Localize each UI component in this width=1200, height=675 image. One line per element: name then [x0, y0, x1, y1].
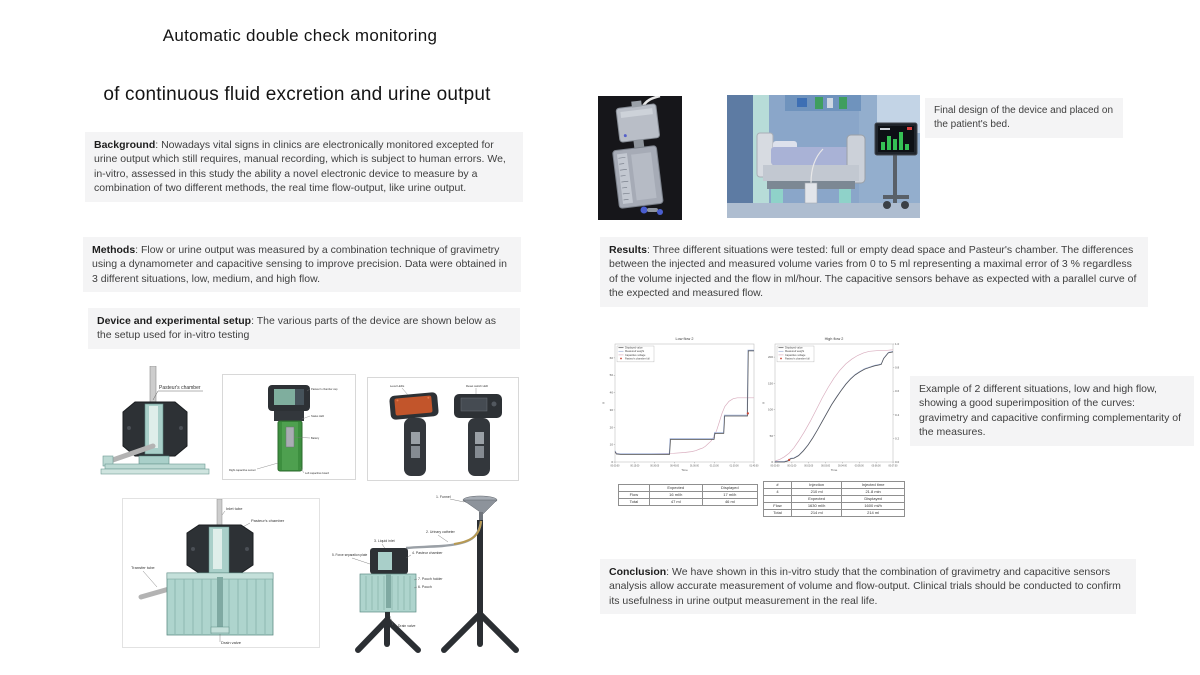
svg-text:60: 60 [609, 355, 613, 360]
methods-label: Methods [92, 244, 136, 256]
setup-text: : The various parts of the device are shown below as the setup used for in-vitro testing [97, 315, 497, 342]
svg-text:1.0: 1.0 [895, 342, 900, 346]
table-cell: Injected time [842, 482, 905, 489]
svg-text:100: 100 [767, 407, 773, 412]
table-cell: # [764, 482, 792, 489]
svg-text:01:00:00: 01:00:00 [689, 465, 699, 468]
svg-text:50: 50 [769, 433, 773, 438]
device-cross-section-drawing [95, 366, 215, 478]
svg-text:00:05:00: 00:05:00 [854, 465, 864, 468]
table-cell [619, 485, 650, 492]
table-cell: 16 ml/h [649, 492, 702, 499]
figD-label-transfer: Transfer tube [131, 565, 155, 570]
svg-text:01:45:00: 01:45:00 [749, 465, 759, 468]
table-cell: 21.8 min [842, 489, 905, 496]
figD-label-drain: Drain valve [221, 640, 242, 645]
table-high-flow [763, 481, 905, 517]
table-cell [764, 496, 792, 503]
conclusion-section [600, 559, 1136, 614]
setup-section [88, 308, 520, 349]
figE-label-catheter: 2. Urinary catheter [426, 530, 455, 534]
table-cell: Total [764, 510, 792, 517]
figE-label-pouch: 6. Pouch [418, 585, 432, 589]
table-cell: 47 ml [649, 499, 702, 506]
table-cell: 214 ml [842, 510, 905, 517]
background-label: Background [94, 139, 156, 151]
svg-text:0.0: 0.0 [895, 460, 900, 464]
svg-text:00:02:00: 00:02:00 [804, 465, 814, 468]
figB-label-right-sensor: Right capacitive sensor [229, 469, 256, 472]
charts-caption: Example of 2 different situations, low and high flow, showing a good superimposition of the curves: gravimetry and capacitive confirming complementarity of the measures. [910, 376, 1194, 446]
svg-text:01:15:00: 01:15:00 [709, 465, 719, 468]
svg-text:Displayed value: Displayed value [785, 346, 803, 350]
figD-label-pasteur: Pasteur's chamber [251, 518, 285, 523]
svg-text:Measured weight: Measured weight [625, 350, 645, 354]
table-cell: 1630 ml/h [791, 503, 841, 510]
svg-text:00:03:00: 00:03:00 [821, 465, 831, 468]
svg-text:Low flow 2: Low flow 2 [675, 337, 694, 341]
setup-label: Device and experimental setup [97, 315, 252, 327]
table-cell: 210 ml [791, 489, 841, 496]
high-flow-table [763, 481, 905, 517]
figure-device-green [222, 374, 356, 480]
table-cell: Expected [649, 485, 702, 492]
svg-text:00:15:00: 00:15:00 [630, 465, 640, 468]
svg-text:Time: Time [681, 468, 688, 472]
figA-label-pasteur: Pasteur's chamber [159, 385, 201, 391]
table-cell: 1600 ml/h [842, 503, 905, 510]
chart-low-flow [600, 333, 760, 484]
tripod-setup-drawing [330, 484, 520, 656]
table-cell: Displayed [702, 485, 757, 492]
svg-text:00:06:00: 00:06:00 [871, 465, 881, 468]
figD-label-inlet: Inlet tube [226, 506, 243, 511]
table-low-flow [618, 484, 758, 506]
svg-text:Capacitive voltage: Capacitive voltage [785, 353, 806, 357]
svg-text:01:30:00: 01:30:00 [729, 465, 739, 468]
methods-text: : Flow or urine output was measured by a combination technique of gravimetry using a dynamometer and capacitive sensing to improve precision. Data were obtained in 3 different situations, low, medium, and high flow. [92, 244, 507, 285]
container-assembly-drawing [123, 499, 319, 647]
svg-text:Displayed value: Displayed value [625, 346, 643, 350]
figB-label-battery: Battery [311, 437, 320, 440]
figC-label-level-leds: Level LEDs [390, 384, 405, 388]
background-section [85, 132, 523, 202]
results-section [600, 237, 1148, 307]
table-cell: 4 [764, 489, 792, 496]
svg-text:00:07:00: 00:07:00 [888, 465, 898, 468]
results-label: Results [609, 244, 647, 256]
figure-device-dark-variants [367, 377, 519, 481]
figB-label-led: Status LED [311, 415, 325, 418]
svg-text:High flow 2: High flow 2 [824, 337, 844, 341]
svg-text:50: 50 [609, 373, 613, 378]
table-cell: Injection [791, 482, 841, 489]
table-cell: Flow [764, 503, 792, 510]
svg-text:Time: Time [830, 468, 838, 472]
figB-label-left-board: Left capacitive board [305, 472, 329, 475]
svg-text:0.8: 0.8 [895, 365, 900, 370]
svg-text:20: 20 [609, 425, 613, 430]
figure-tripod-setup [330, 484, 520, 661]
svg-text:g: g [601, 402, 605, 404]
device-dark-drawing [368, 378, 518, 480]
figure-device-cross-section [95, 366, 215, 483]
device-render-image [598, 96, 682, 220]
svg-text:0: 0 [771, 460, 773, 464]
poster-title-line2: of continuous fluid excretion and urine output [103, 84, 491, 105]
figE-label-force-plate: 5. Force separation plate [332, 553, 368, 557]
svg-text:Pasteur's chamber full: Pasteur's chamber full [625, 357, 650, 361]
results-text: : Three different situations were tested: full or empty dead space and Pasteur's chamber. The differences between the injected and measured volume varies from 0 to 5 ml representing a maximal error of 3 % regardless of the volume injected and the flow in ml/hour. The capacitive sensors behave as expected with a parallel curve of the expected and measured flow. [609, 244, 1137, 300]
table-cell: 214 ml [791, 510, 841, 517]
svg-text:00:01:00: 00:01:00 [787, 465, 797, 468]
svg-text:40: 40 [609, 390, 613, 395]
figE-label-drain-valve: 8. Drain valve [394, 624, 416, 628]
conclusion-text: : We have shown in this in-vitro study that the combination of gravimetry and capacitive sensors analysis allow accurate measurement of volume and flow-output. Clinical trials should be conducted to confirm its usefulness in urine output measurement in the real life. [609, 566, 1121, 607]
device-green-drawing [223, 375, 355, 479]
table-cell: Displayed [842, 496, 905, 503]
photo-icu-bed [727, 95, 920, 223]
svg-text:150: 150 [767, 381, 773, 386]
svg-text:00:04:00: 00:04:00 [837, 465, 847, 468]
svg-text:Measured weight: Measured weight [785, 350, 805, 354]
figure-container-assembly [122, 498, 320, 648]
svg-text:0.6: 0.6 [895, 389, 900, 394]
table-cell: Flow [619, 492, 650, 499]
svg-text:g: g [761, 402, 765, 404]
photo-device-render [598, 96, 682, 225]
icu-bed-image [727, 95, 920, 218]
svg-text:10: 10 [609, 442, 613, 447]
background-text: : Nowadays vital signs in clinics are electronically monitored excepted for urine output which still requires, manual recording, which is subject to human errors. We, in-vitro, assessed in this study the ability a novel electronic device to measure by a combination of two different methods, the real time flow-output, like urine output. [94, 139, 506, 195]
svg-text:00:45:00: 00:45:00 [670, 465, 680, 468]
photos-caption: Final design of the device and placed on the patient's bed. [925, 98, 1123, 138]
svg-text:30: 30 [609, 407, 613, 412]
figE-label-liquid-inlet: 3. Liquid inlet [374, 539, 395, 543]
high-flow-chart [760, 333, 906, 479]
table-cell: 46 ml [702, 499, 757, 506]
poster-title-line1: Automatic double check monitoring [162, 26, 438, 45]
methods-section [83, 237, 521, 292]
table-cell: Total [619, 499, 650, 506]
chart-high-flow [760, 333, 906, 484]
svg-text:Capacitive voltage: Capacitive voltage [625, 353, 646, 357]
figB-label-cap: Pasteur's chamber cap [311, 388, 338, 391]
low-flow-table [618, 484, 758, 506]
low-flow-chart [600, 333, 760, 479]
svg-text:0: 0 [611, 460, 613, 464]
conclusion-label: Conclusion [609, 566, 667, 578]
svg-text:200: 200 [767, 355, 773, 360]
table-cell: Expected [791, 496, 841, 503]
svg-text:00:00:00: 00:00:00 [610, 465, 620, 468]
figE-label-pouch-holder: 7. Pouch holder [418, 577, 443, 581]
figE-label-funnel: 1. Funnel [436, 495, 451, 499]
figC-label-reset: Reset switch LED [466, 384, 489, 388]
svg-text:0.4: 0.4 [895, 412, 900, 417]
svg-text:Pasteur's chamber full: Pasteur's chamber full [785, 357, 810, 361]
figE-label-pasteur-chamber: 4. Pasteur chamber [412, 551, 443, 555]
svg-text:00:30:00: 00:30:00 [650, 465, 660, 468]
svg-text:0.2: 0.2 [895, 436, 900, 441]
svg-text:00:00:00: 00:00:00 [770, 465, 780, 468]
table-cell: 17 ml/h [702, 492, 757, 499]
